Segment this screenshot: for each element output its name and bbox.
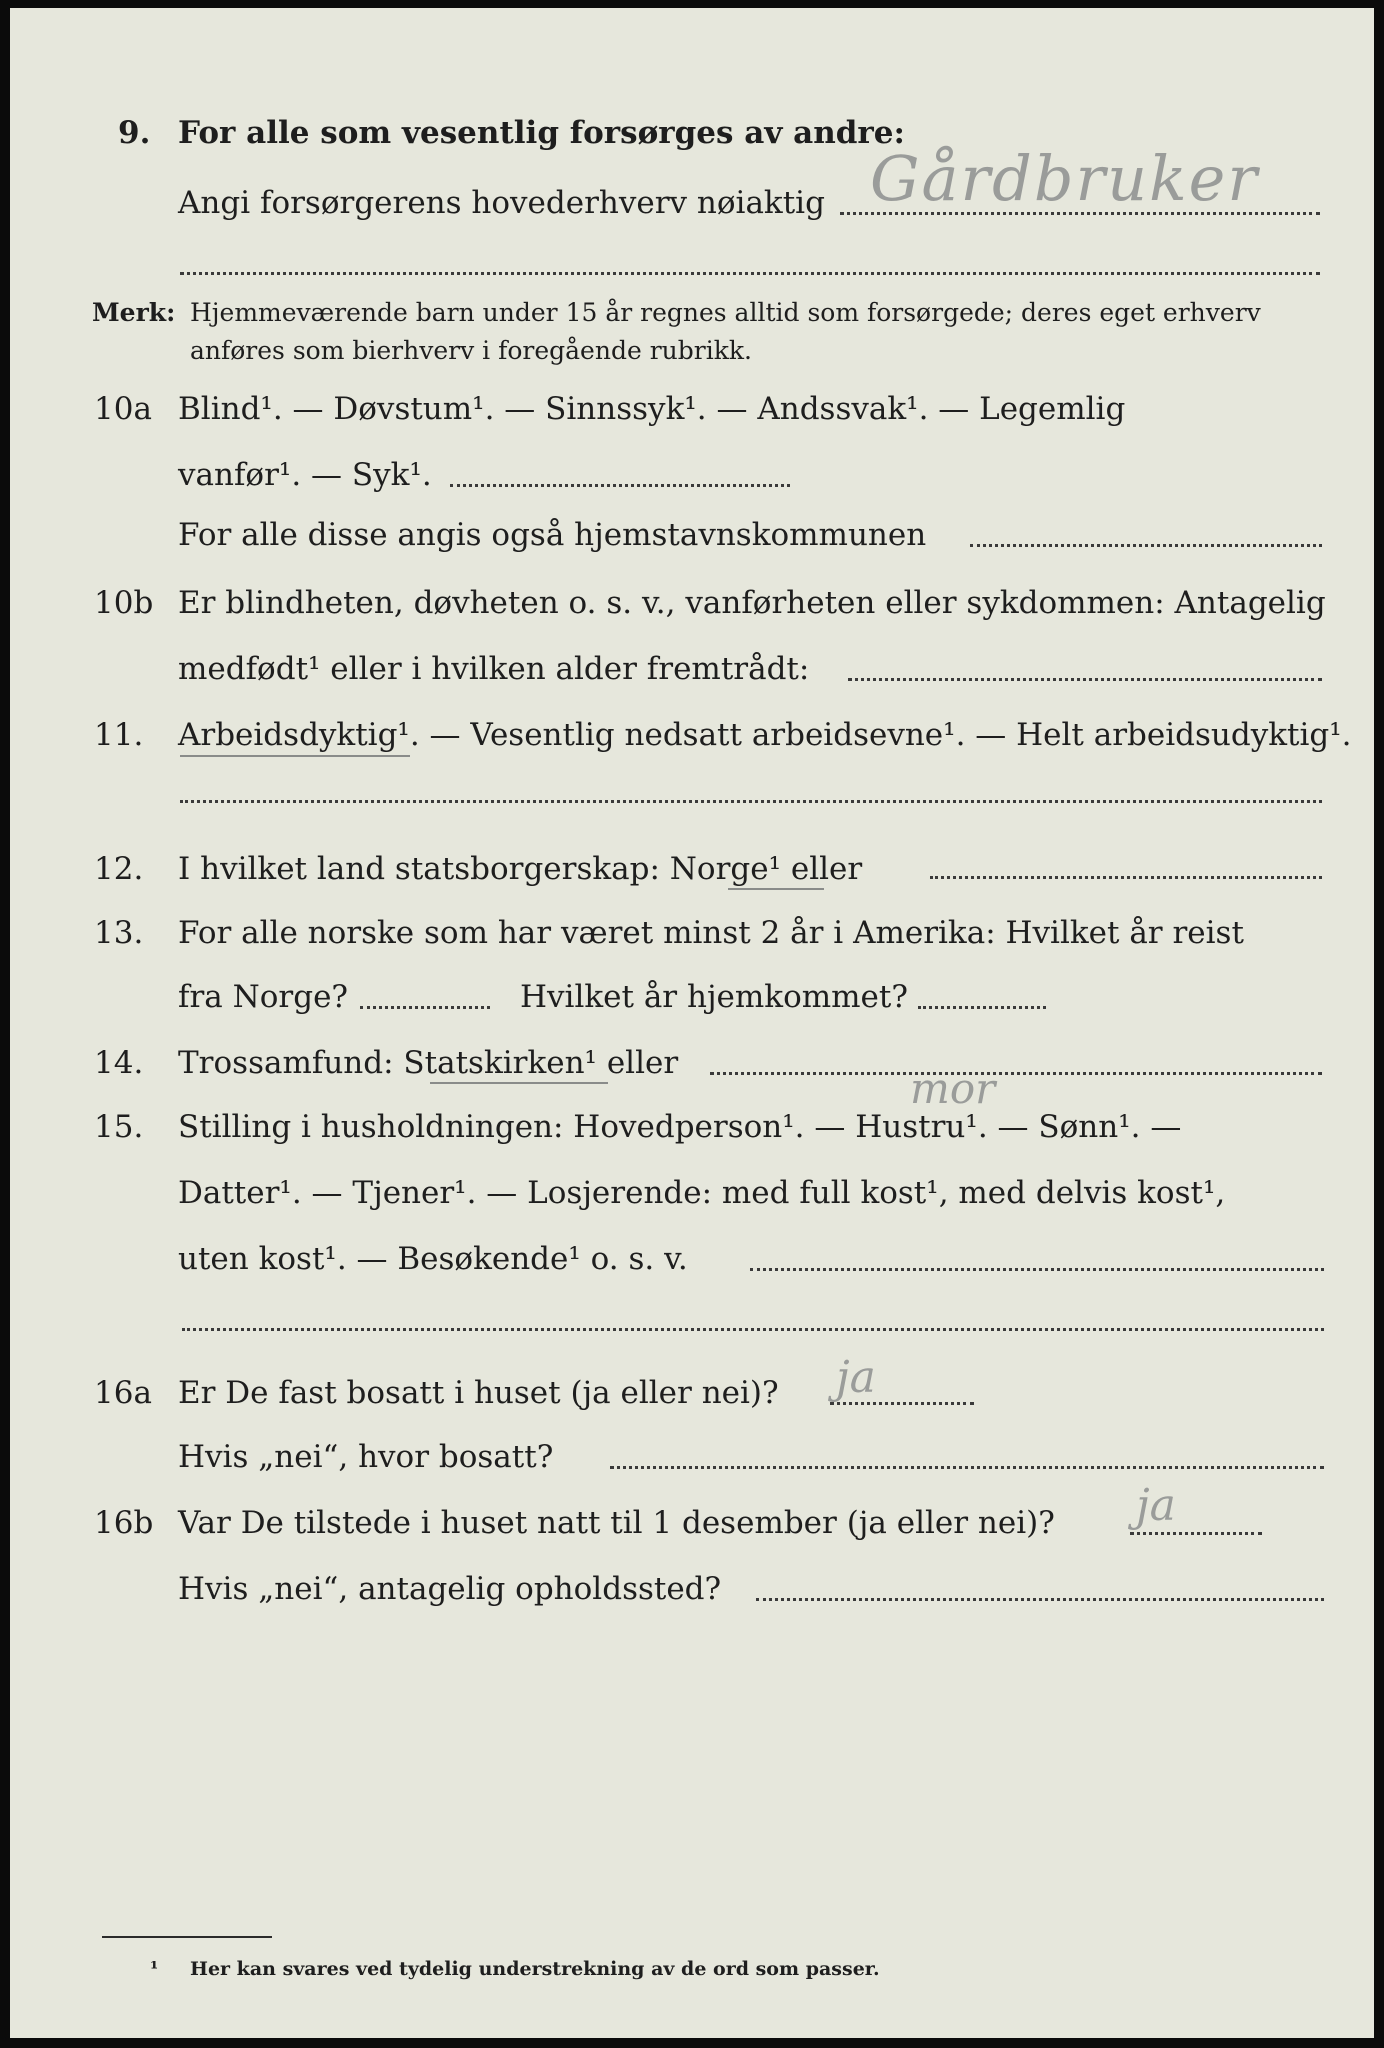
merk-line-2: anføres som bierhverv i foregående rubrikk. (190, 336, 752, 365)
q11-number: 11. (94, 717, 144, 753)
q16a-line-2: Hvis „nei“, hvor bosatt? (178, 1439, 554, 1475)
q11-underline-mark (180, 755, 410, 757)
q10b-line-1: Er blindheten, døvheten o. s. v., vanførheten eller sykdommen: Antagelig (178, 585, 1326, 621)
q10b-answer-line[interactable] (848, 678, 1322, 681)
q10a-hjemstavn-line[interactable] (970, 544, 1322, 547)
q16b-answer-line[interactable] (1130, 1532, 1262, 1535)
q16a-bosatt-line[interactable] (610, 1466, 1324, 1469)
q11-answer-line[interactable] (180, 800, 1322, 803)
q14-number: 14. (94, 1045, 144, 1081)
q9-answer-line-2[interactable] (180, 272, 1320, 275)
q15-line-1: Stilling i husholdningen: Hovedperson¹. — Hustru¹. — Sønn¹. — (178, 1109, 1182, 1145)
q13-reist-line[interactable] (360, 1006, 490, 1009)
footnote-rule (102, 1936, 272, 1938)
q12-answer-line[interactable] (930, 876, 1322, 879)
q10b-line-2: medfødt¹ eller i hvilken alder fremtrådt: (178, 651, 810, 687)
q10a-line-1: Blind¹. — Døvstum¹. — Sinnssyk¹. — Andssvak¹. — Legemlig (178, 391, 1126, 427)
q9-title: For alle som vesentlig forsørges av andre: (178, 115, 905, 151)
q12-line-1: I hvilket land statsborgerskap: Norge¹ eller (178, 851, 863, 887)
q9-handwritten-answer: Gårdbruker (870, 142, 1259, 215)
q15-answer-line[interactable] (750, 1268, 1324, 1271)
q15-line-3: uten kost¹. — Besøkende¹ o. s. v. (178, 1241, 688, 1277)
q13-hjemkommet-line[interactable] (918, 1006, 1046, 1009)
q14-answer-line[interactable] (710, 1072, 1322, 1075)
q16a-line-1: Er De fast bosatt i huset (ja eller nei)? (178, 1375, 779, 1411)
q13-number: 13. (94, 915, 144, 951)
q10b-number: 10b (94, 585, 154, 621)
q10a-number: 10a (94, 391, 152, 427)
merk-line-1: Hjemmeværende barn under 15 år regnes alltid som forsørgede; deres eget erhverv (190, 298, 1261, 327)
q10a-answer-line[interactable] (450, 484, 790, 487)
q11-line-1: Arbeidsdyktig¹. — Vesentlig nedsatt arbeidsevne¹. — Helt arbeidsudyktig¹. (178, 717, 1352, 753)
q14-line-1: Trossamfund: Statskirken¹ eller (178, 1045, 679, 1081)
q12-number: 12. (94, 851, 144, 887)
merk-label: Merk: (92, 298, 176, 327)
footnote-mark: ¹ (150, 1958, 159, 1980)
q16b-handwritten-answer: ja (1136, 1480, 1176, 1531)
q16b-opholdssted-line[interactable] (756, 1598, 1324, 1601)
q15-handwritten-answer: mor (910, 1064, 996, 1113)
q16a-number: 16a (94, 1375, 152, 1411)
q13-line-2b: Hvilket år hjemkommet? (520, 979, 908, 1015)
q15-number: 15. (94, 1109, 144, 1145)
q13-line-1: For alle norske som har været minst 2 år i Amerika: Hvilket år reist (178, 915, 1244, 951)
q16a-answer-line[interactable] (830, 1402, 974, 1405)
q16b-number: 16b (94, 1505, 154, 1541)
q16b-line-1: Var De tilstede i huset natt til 1 desember (ja eller nei)? (178, 1505, 1055, 1541)
q16a-handwritten-answer: ja (836, 1352, 876, 1403)
q15-answer-line-2[interactable] (182, 1328, 1324, 1331)
q13-line-2a: fra Norge? (178, 979, 349, 1015)
q10a-line-3: For alle disse angis også hjemstavnskommunen (178, 517, 927, 553)
q9-number: 9. (118, 115, 151, 151)
q10a-line-2: vanfør¹. — Syk¹. (178, 457, 432, 493)
q9-question: Angi forsørgerens hovederhverv nøiaktig (178, 185, 825, 221)
q16b-line-2: Hvis „nei“, antagelig opholdssted? (178, 1571, 722, 1607)
q12-underline-mark (728, 888, 824, 890)
footnote-text: Her kan svares ved tydelig understrekning av de ord som passer. (190, 1958, 880, 1980)
q15-line-2: Datter¹. — Tjener¹. — Losjerende: med full kost¹, med delvis kost¹, (178, 1175, 1226, 1211)
q14-underline-mark (430, 1082, 608, 1084)
census-form-page (10, 8, 1374, 2038)
